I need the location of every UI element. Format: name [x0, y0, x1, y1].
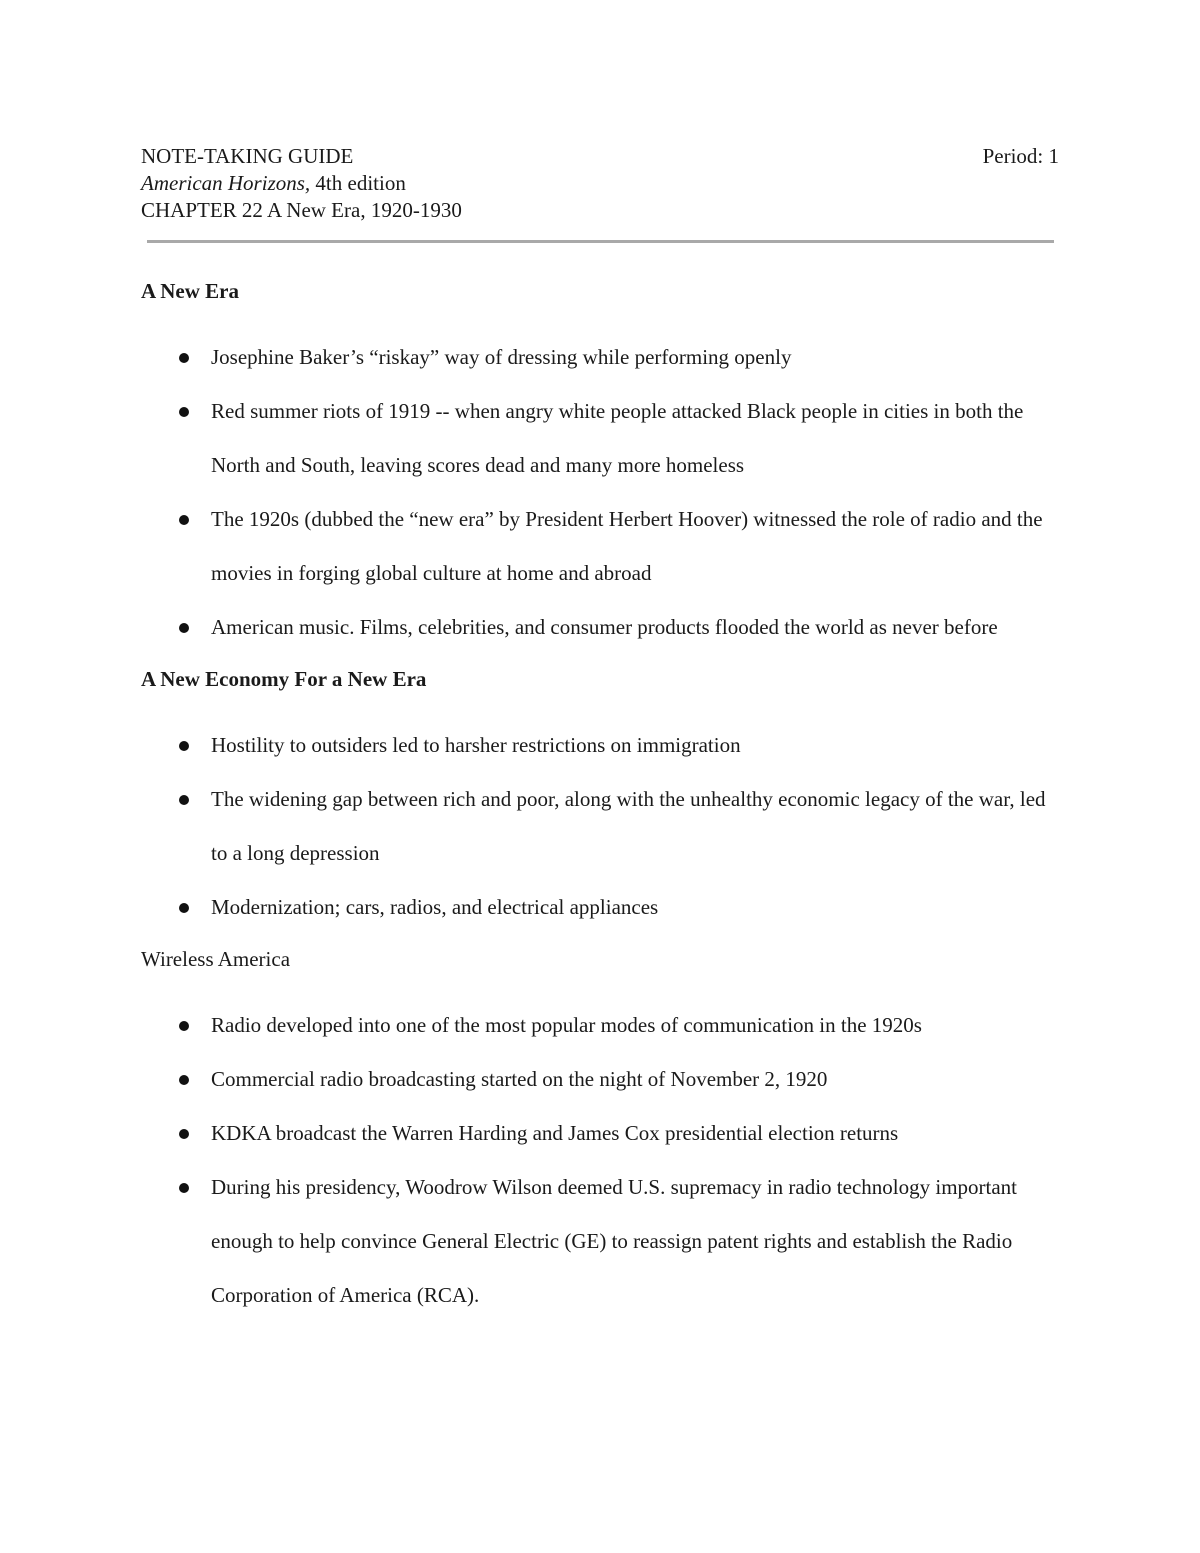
section-heading-new-economy: A New Economy For a New Era: [141, 667, 427, 691]
bullet-text: Radio developed into one of the most popular modes of communication in the 1920s: [211, 1013, 922, 1037]
bullet-text: Red summer riots of 1919 -- when angry white people attacked Black people in cities in both the North and South, leaving scores dead and many more homeless: [211, 399, 1024, 477]
bullet-text: The 1920s (dubbed the “new era” by President Herbert Hoover) witnessed the role of radio and the movies in forging global culture at home and abroad: [211, 507, 1043, 585]
bullet-icon: [179, 1183, 189, 1193]
section-1-bullet-list: [141, 330, 1061, 654]
bullet-icon: [179, 623, 189, 633]
bullet-icon: [179, 903, 189, 913]
list-item: [141, 1106, 1061, 1160]
bullet-icon: [179, 1129, 189, 1139]
bullet-icon: [179, 795, 189, 805]
chapter-title: CHAPTER 22 A New Era, 1920-1930: [141, 198, 462, 222]
list-item: [141, 1160, 1061, 1322]
list-item: [141, 492, 1061, 600]
bullet-text: The widening gap between rich and poor, along with the unhealthy economic legacy of the war, led to a long depression: [211, 787, 1046, 865]
book-edition: 4th edition: [310, 171, 406, 195]
bullet-text: Commercial radio broadcasting started on the night of November 2, 1920: [211, 1067, 828, 1091]
list-item: [141, 330, 1061, 384]
header-title-row: [141, 143, 1061, 170]
header-divider: [147, 240, 1054, 243]
list-item: [141, 384, 1061, 492]
bullet-icon: [179, 741, 189, 751]
bullet-text: Modernization; cars, radios, and electrical appliances: [211, 895, 659, 919]
section-heading-wireless-america: Wireless America: [141, 947, 291, 971]
list-item: [141, 1052, 1061, 1106]
book-line: [141, 170, 1061, 197]
bullet-text: American music. Films, celebrities, and consumer products flooded the world as never before: [211, 615, 998, 639]
list-item: [141, 600, 1061, 654]
section-2-bullet-list: [141, 718, 1061, 934]
period-label: Period: 1: [982, 144, 1059, 168]
bullet-icon: [179, 353, 189, 363]
list-item: [141, 772, 1061, 880]
section-3-bullet-list: [141, 998, 1061, 1322]
bullet-icon: [179, 515, 189, 525]
guide-title: NOTE-TAKING GUIDE: [141, 144, 354, 168]
bullet-text: Josephine Baker’s “riskay” way of dressing while performing openly: [211, 345, 792, 369]
list-item: [141, 998, 1061, 1052]
bullet-icon: [179, 407, 189, 417]
bullet-text: During his presidency, Woodrow Wilson deemed U.S. supremacy in radio technology important enough to help convince General Electric (GE) to reassign patent rights and establish the Radio Corporation of America (RCA).: [211, 1175, 1018, 1307]
bullet-icon: [179, 1021, 189, 1031]
book-title: American Horizons,: [141, 171, 311, 195]
list-item: [141, 880, 1061, 934]
bullet-text: KDKA broadcast the Warren Harding and James Cox presidential election returns: [211, 1121, 899, 1145]
list-item: [141, 718, 1061, 772]
bullet-icon: [179, 1075, 189, 1085]
document-body: [141, 276, 1061, 1322]
document-header: [141, 143, 1061, 224]
section-heading-a-new-era: A New Era: [141, 279, 239, 303]
bullet-text: Hostility to outsiders led to harsher restrictions on immigration: [211, 733, 741, 757]
